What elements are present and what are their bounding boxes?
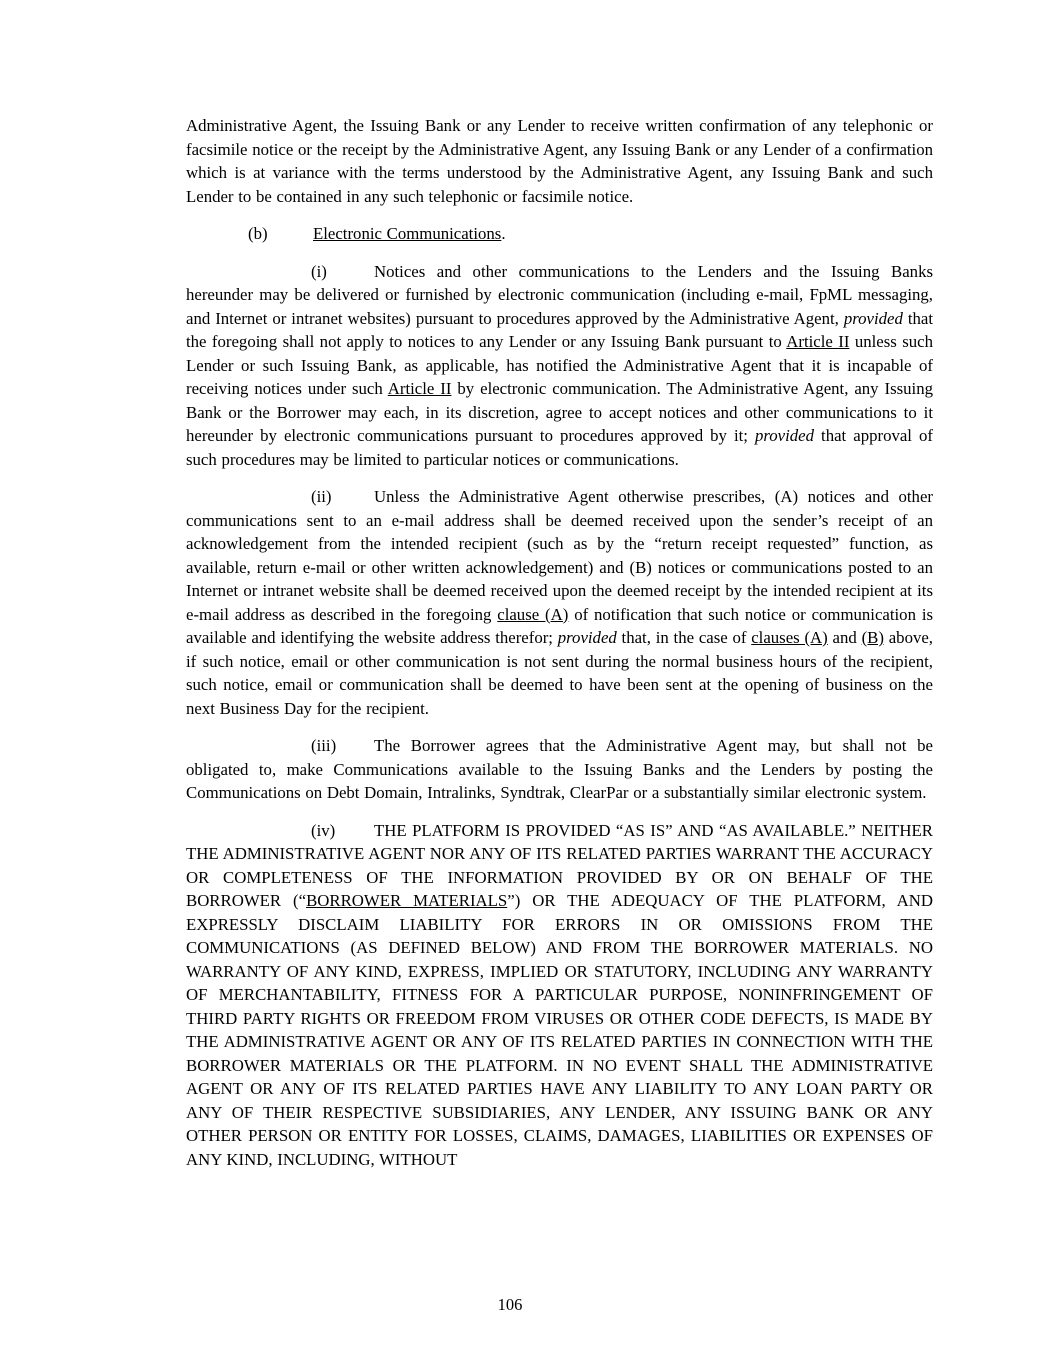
text-run: . — [501, 224, 506, 243]
text-run: unless such Lender or such Issuing Bank, as applicable, has notified the Administrative Agent that it is incapable of receiving notices under such — [186, 332, 933, 398]
text-run: above, if such notice, email or other communication is not sent during the normal business hours of the recipient, such notice, email or communication shall be deemed to have been sent at the opening of business on the next Business Day for the recipient. — [186, 628, 933, 718]
italic-term: provided — [754, 426, 815, 445]
text-run: and — [827, 628, 862, 647]
text-run: THE PLATFORM IS PROVIDED “AS IS” AND “AS AVAILABLE.” NEITHER THE ADMINISTRATIVE AGENT NOR ANY OF ITS RELATED PARTIES WARRANT THE ACCURACY OR COMPLETENESS OF THE INFORMATION PROVIDED BY OR ON BEHALF OF THE BORROWER (“ — [186, 820, 933, 910]
text-run: that approval of such procedures may be limited to particular notices or communications. — [186, 426, 933, 469]
text-run: Unless the Administrative Agent otherwise prescribes, (A) notices and other communications sent to an e-mail address shall be deemed received upon the sender’s receipt of an acknowledgement from the intended recipient (such as by the “return receipt requested” function, as available, return e-mail or other written acknowledgement) and (B) notices or communications posted to an Internet or intranet website shall be deemed received upon the deemed receipt by the intended recipient at its e-mail address as described in the foregoing — [186, 487, 933, 624]
text-run: Notices and other communications to the Lenders and the Issuing Banks hereunder may be delivered or furnished by electronic communication (including e-mail, FpML messaging, and Internet or intranet websites) pursuant to procedures approved by the Administrative Agent, — [186, 261, 933, 328]
underlined-term: clauses (A) — [751, 628, 828, 647]
text-run: that, in the case of — [616, 628, 752, 647]
text-run: by electronic communication. The Administrative Agent, any Issuing Bank or the Borrower may each, in its discretion, agree to accept notices and other communications to it hereunder by electronic communications pursuant to procedures approved by it; — [186, 379, 933, 445]
italic-term: provided — [843, 308, 903, 328]
text-run: of notification that such notice or communication is available and identifying the website address therefor; — [186, 604, 934, 647]
underlined-term: clause (A) — [497, 604, 569, 624]
paragraph-b-i — [186, 260, 933, 472]
paragraph-continuation — [186, 114, 933, 208]
text-run: The Borrower agrees that the Administrative Agent may, but shall not be obligated to, make Communications available to the Issuing Banks and the Lenders by posting the Communications on Debt Domain, Intralinks, Syndtrak, ClearPar or a substantially similar electronic system. — [186, 736, 933, 802]
text-run: ”) OR THE ADEQUACY OF THE PLATFORM, AND EXPRESSLY DISCLAIM LIABILITY FOR ERRORS IN OR OMISSIONS FROM THE COMMUNICATIONS (AS DEFINED BELOW) AND FROM THE BORROWER MATERIALS. NO WARRANTY OF ANY KIND, EXPRESS, IMPLIED OR STATUTORY, INCLUDING ANY WARRANTY OF MERCHANTABILITY, FITNESS FOR A PARTICULAR PURPOSE, NONINFRINGEMENT OF THIRD PARTY RIGHTS OR FREEDOM FROM VIRUSES OR OTHER CODE DEFECTS, IS MADE BY THE ADMINISTRATIVE AGENT OR ANY OF ITS RELATED PARTIES IN CONNECTION WITH THE BORROWER MATERIALS OR THE PLATFORM. IN NO EVENT SHALL THE ADMINISTRATIVE AGENT OR ANY OF ITS RELATED PARTIES HAVE ANY LIABILITY TO ANY LOAN PARTY OR ANY OF THEIR RESPECTIVE SUBSIDIARIES, ANY LENDER, ANY ISSUING BANK OR ANY OTHER PERSON OR ENTITY FOR LOSSES, CLAIMS, DAMAGES, LIABILITIES OR EXPENSES OF ANY KIND, INCLUDING, WITHOUT — [186, 891, 933, 1169]
text-run: that the foregoing shall not apply to notices to any Lender or any Issuing Bank pursuant to — [186, 308, 934, 351]
list-marker: (i) — [311, 261, 327, 281]
underlined-term: Electronic Communications — [313, 224, 502, 243]
underlined-term: Article II — [387, 379, 452, 398]
heading-b-electronic-communications — [186, 222, 933, 246]
italic-term: provided — [557, 628, 617, 647]
underlined-term: Article II — [786, 332, 850, 351]
page-number: 106 — [497, 1295, 523, 1314]
paragraph-b-iii — [186, 734, 933, 805]
list-marker: (b) — [248, 224, 268, 243]
underlined-term: BORROWER MATERIALS — [306, 891, 508, 910]
list-marker: (iv) — [311, 820, 336, 840]
list-marker: (ii) — [311, 487, 332, 506]
list-marker: (iii) — [311, 736, 337, 755]
paragraph-b-iv — [186, 819, 933, 1172]
text-run: Administrative Agent, the Issuing Bank or any Lender to receive written confirmation of any telephonic or facsimile notice or the receipt by the Administrative Agent, any Issuing Bank or any Lender of a confirmation which is at variance with the terms understood by the Administrative Agent, any Issuing Bank and such Lender to be contained in any such telephonic or facsimile notice. — [186, 116, 933, 206]
underlined-term: (B) — [861, 628, 884, 647]
paragraph-b-ii — [186, 485, 933, 720]
